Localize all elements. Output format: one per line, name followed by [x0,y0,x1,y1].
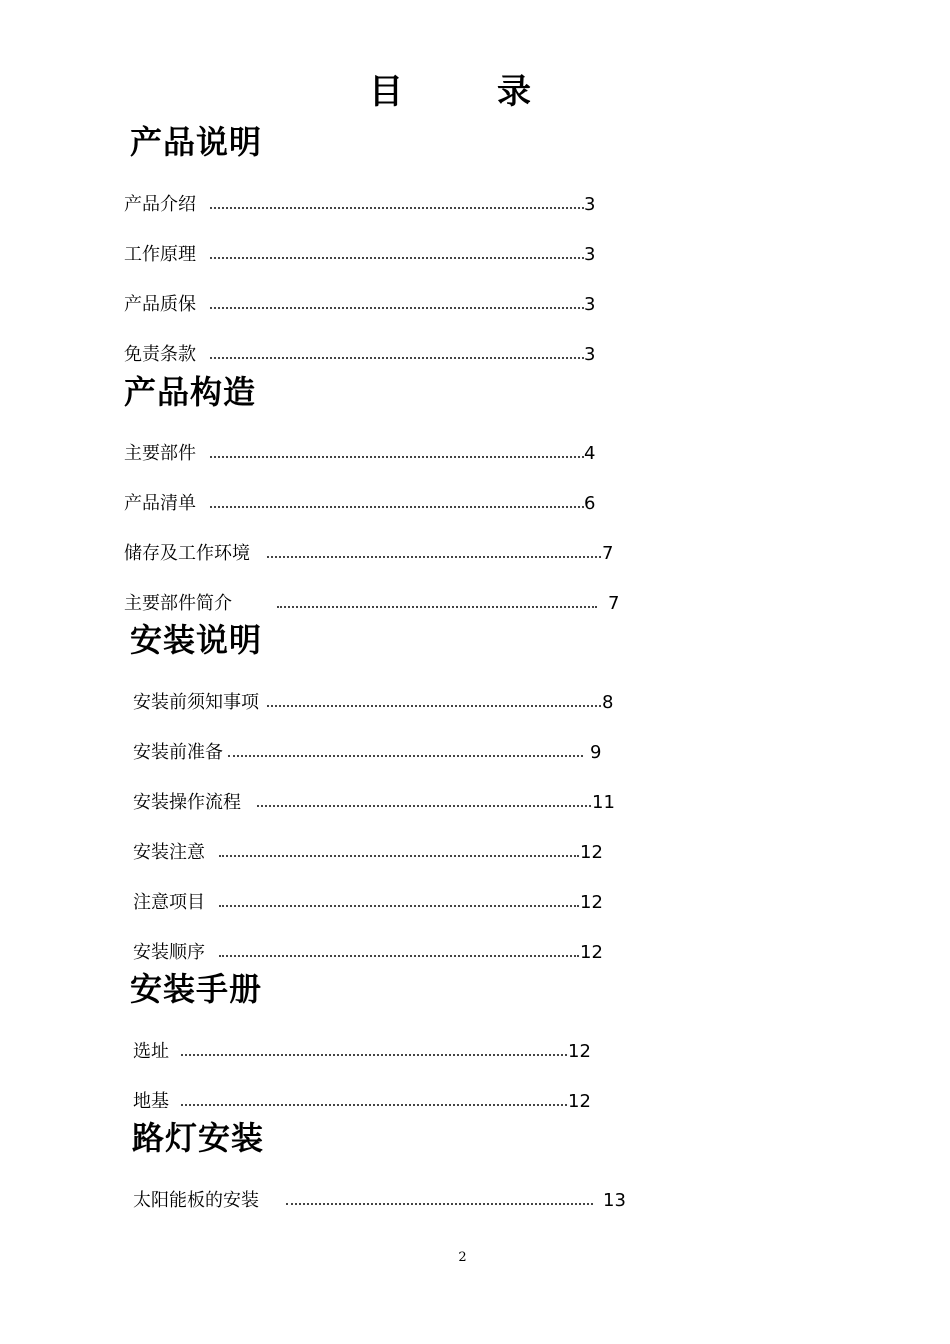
toc-entry-page: 9 [590,742,602,763]
section-heading: 产品构造 [124,373,257,411]
toc-entry-label: 地基 [133,1091,169,1112]
toc-entry-page: 12 [580,842,603,863]
toc-entry-label: 安装顺序 [133,942,205,963]
toc-entry-page: 7 [602,543,614,564]
toc-entry-page: 12 [580,942,603,963]
toc-entry-label: 安装操作流程 [133,792,241,813]
dot-leader [181,1054,567,1056]
toc-entry-label: 产品清单 [124,493,196,514]
toc-entry-label: 注意项目 [133,892,205,913]
toc-entry-page: 4 [584,443,596,464]
dot-leader [210,307,584,309]
toc-entry-page: 12 [580,892,603,913]
page-number: 2 [458,1250,467,1265]
toc-entry-label: 工作原理 [124,244,196,265]
toc-entry-page: 3 [584,344,596,365]
toc-entry-page: 12 [568,1041,591,1062]
toc-entry-label: 产品介绍 [124,194,196,215]
dot-leader [228,755,583,757]
dot-leader [210,207,584,209]
dot-leader [267,556,601,558]
toc-entry-label: 安装注意 [133,842,205,863]
dot-leader [219,955,579,957]
dot-leader [286,1203,593,1205]
toc-entry-page: 13 [603,1190,626,1211]
toc-entry-label: 储存及工作环境 [124,543,250,564]
page-title: 目 录 [369,72,561,112]
toc-entry-label: 主要部件简介 [124,593,232,614]
dot-leader [257,805,591,807]
section-heading: 安装说明 [130,621,263,659]
toc-entry-label: 免责条款 [124,344,196,365]
toc-entry-page: 7 [608,593,620,614]
toc-entry-label: 安装前准备 [133,742,223,763]
dot-leader [210,257,584,259]
dot-leader [219,855,579,857]
section-heading: 安装手册 [130,970,263,1008]
section-heading: 产品说明 [130,123,263,161]
toc-entry-page: 11 [592,792,615,813]
dot-leader [181,1104,567,1106]
toc-entry-page: 6 [584,493,596,514]
toc-entry-label: 产品质保 [124,294,196,315]
dot-leader [210,506,584,508]
toc-entry-page: 3 [584,194,596,215]
toc-entry-page: 3 [584,294,596,315]
toc-entry-page: 12 [568,1091,591,1112]
toc-entry-label: 主要部件 [124,443,196,464]
dot-leader [210,357,584,359]
toc-entry-label: 安装前须知事项 [133,692,259,713]
dot-leader [219,905,579,907]
toc-entry-page: 8 [602,692,614,713]
toc-entry-label: 选址 [133,1041,169,1062]
dot-leader [210,456,584,458]
dot-leader [267,705,601,707]
toc-entry-label: 太阳能板的安装 [133,1190,259,1211]
toc-entry-page: 3 [584,244,596,265]
section-heading: 路灯安装 [132,1119,265,1157]
dot-leader [277,606,597,608]
